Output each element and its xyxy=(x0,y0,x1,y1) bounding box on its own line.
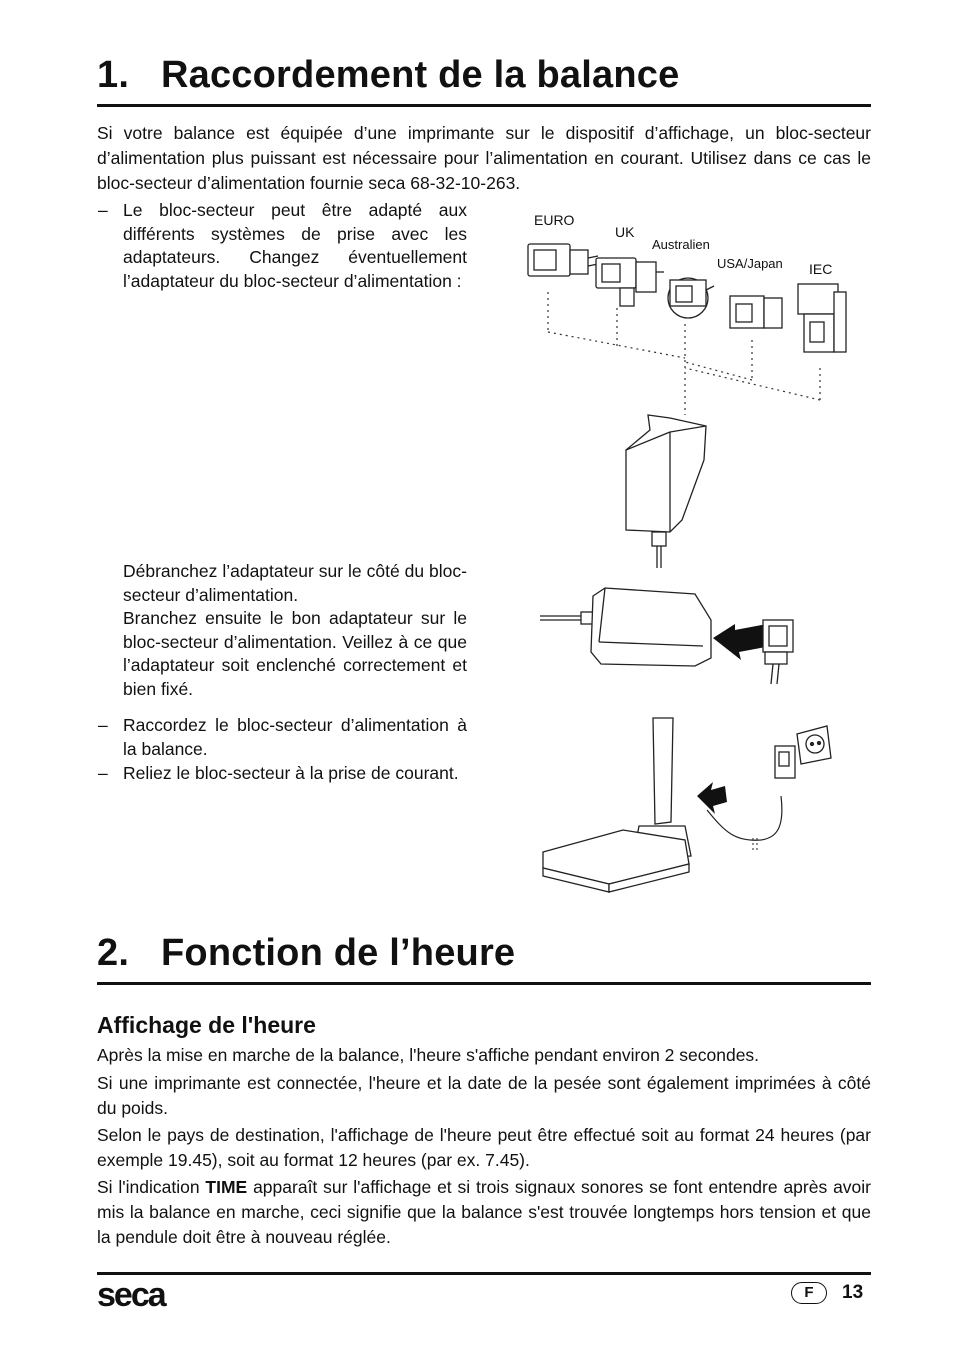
label-euro: EURO xyxy=(534,212,575,228)
section-2-title xyxy=(97,932,515,975)
list-item: Branchez ensuite le bon adaptateur sur le bloc-secteur d’alimentation. Veillez à ce que l’adaptateur soit enclenché correctement et bien fixé. xyxy=(123,608,467,699)
power-supply-icon xyxy=(626,415,706,568)
section-1-title xyxy=(97,54,679,97)
section-1-intro: Si votre balance est équipée d’une imprimante sur le dispositif d’affichage, un bloc-secteur d’alimentation plus puissant est nécessaire pour l’alimentation en courant. Utilisez dans ce cas le bloc-secteur d’alimentation fournie seca 68-32-10-263. xyxy=(97,123,871,193)
page-number: 13 xyxy=(842,1282,864,1303)
label-usa-japan: USA/Japan xyxy=(717,256,783,271)
usa-japan-adapter-icon xyxy=(730,296,782,328)
label-australien: Australien xyxy=(652,237,710,252)
arrow-icon xyxy=(713,624,771,660)
footer-rule xyxy=(97,1272,871,1275)
section-1-rule xyxy=(97,104,871,107)
paragraph-1: Après la mise en marche de la balance, l'heure s'affiche pendant environ 2 secondes. xyxy=(97,1045,760,1065)
paragraph-2: Si une imprimante est connectée, l'heure et la date de la pesée sont également imprimées à côté du poids. xyxy=(97,1073,871,1118)
section-1-number: 1. xyxy=(97,54,130,96)
list-item: – Raccordez le bloc-secteur d’alimentation à la balance. xyxy=(98,715,467,759)
scale-connection-diagram xyxy=(535,712,835,897)
list-item: – Le bloc-secteur peut être adapté aux différents systèmes de prise avec les adaptateurs. Changez éventuellement l’adaptateur du bloc-secteur d’alimentation : xyxy=(98,200,467,291)
time-keyword: TIME xyxy=(205,1177,248,1197)
paragraph-3: Selon le pays de destination, l'affichage de l'heure peut être effectué soit au format 24 heures (par exemple 19.45), soit au format 12 heures (par ex. 7.45). xyxy=(97,1125,871,1170)
paragraph-4: Si l'indication TIME apparaît sur l'affichage et si trois signaux sonores se font entendre après avoir mis la balance en marche, ceci signifie que la balance s'est trouvée longtemps hors tension et que la pendule doit être à nouveau réglée. xyxy=(97,1177,871,1247)
language-badge: F xyxy=(791,1282,827,1304)
section-1-title-text: Raccordement de la balance xyxy=(161,54,680,96)
list-item: – Reliez le bloc-secteur à la prise de courant. xyxy=(98,763,459,783)
label-uk: UK xyxy=(615,224,635,240)
power-supply-icon xyxy=(591,588,711,666)
euro-adapter-icon xyxy=(528,244,598,276)
uk-adapter-icon xyxy=(596,258,664,306)
section-2-rule xyxy=(97,982,871,985)
australien-adapter-icon xyxy=(668,278,714,318)
subsection-title: Affichage de l'heure xyxy=(97,1012,316,1038)
adapter-change-diagram xyxy=(535,580,805,695)
section-2-number: 2. xyxy=(97,932,130,974)
seca-logo: seca xyxy=(97,1276,165,1314)
list-item: Débranchez l’adaptateur sur le côté du bloc-secteur d’alimentation. xyxy=(123,561,467,605)
wall-socket-icon xyxy=(797,726,831,764)
adapter-diagram xyxy=(520,200,870,575)
iec-adapter-icon xyxy=(798,284,846,352)
scale-icon xyxy=(543,718,691,892)
adapter-icon xyxy=(763,620,793,684)
label-iec: IEC xyxy=(809,261,833,277)
section-2-title-text: Fonction de l’heure xyxy=(161,932,516,974)
arrow-icon xyxy=(697,782,727,814)
power-supply-icon xyxy=(775,746,795,778)
